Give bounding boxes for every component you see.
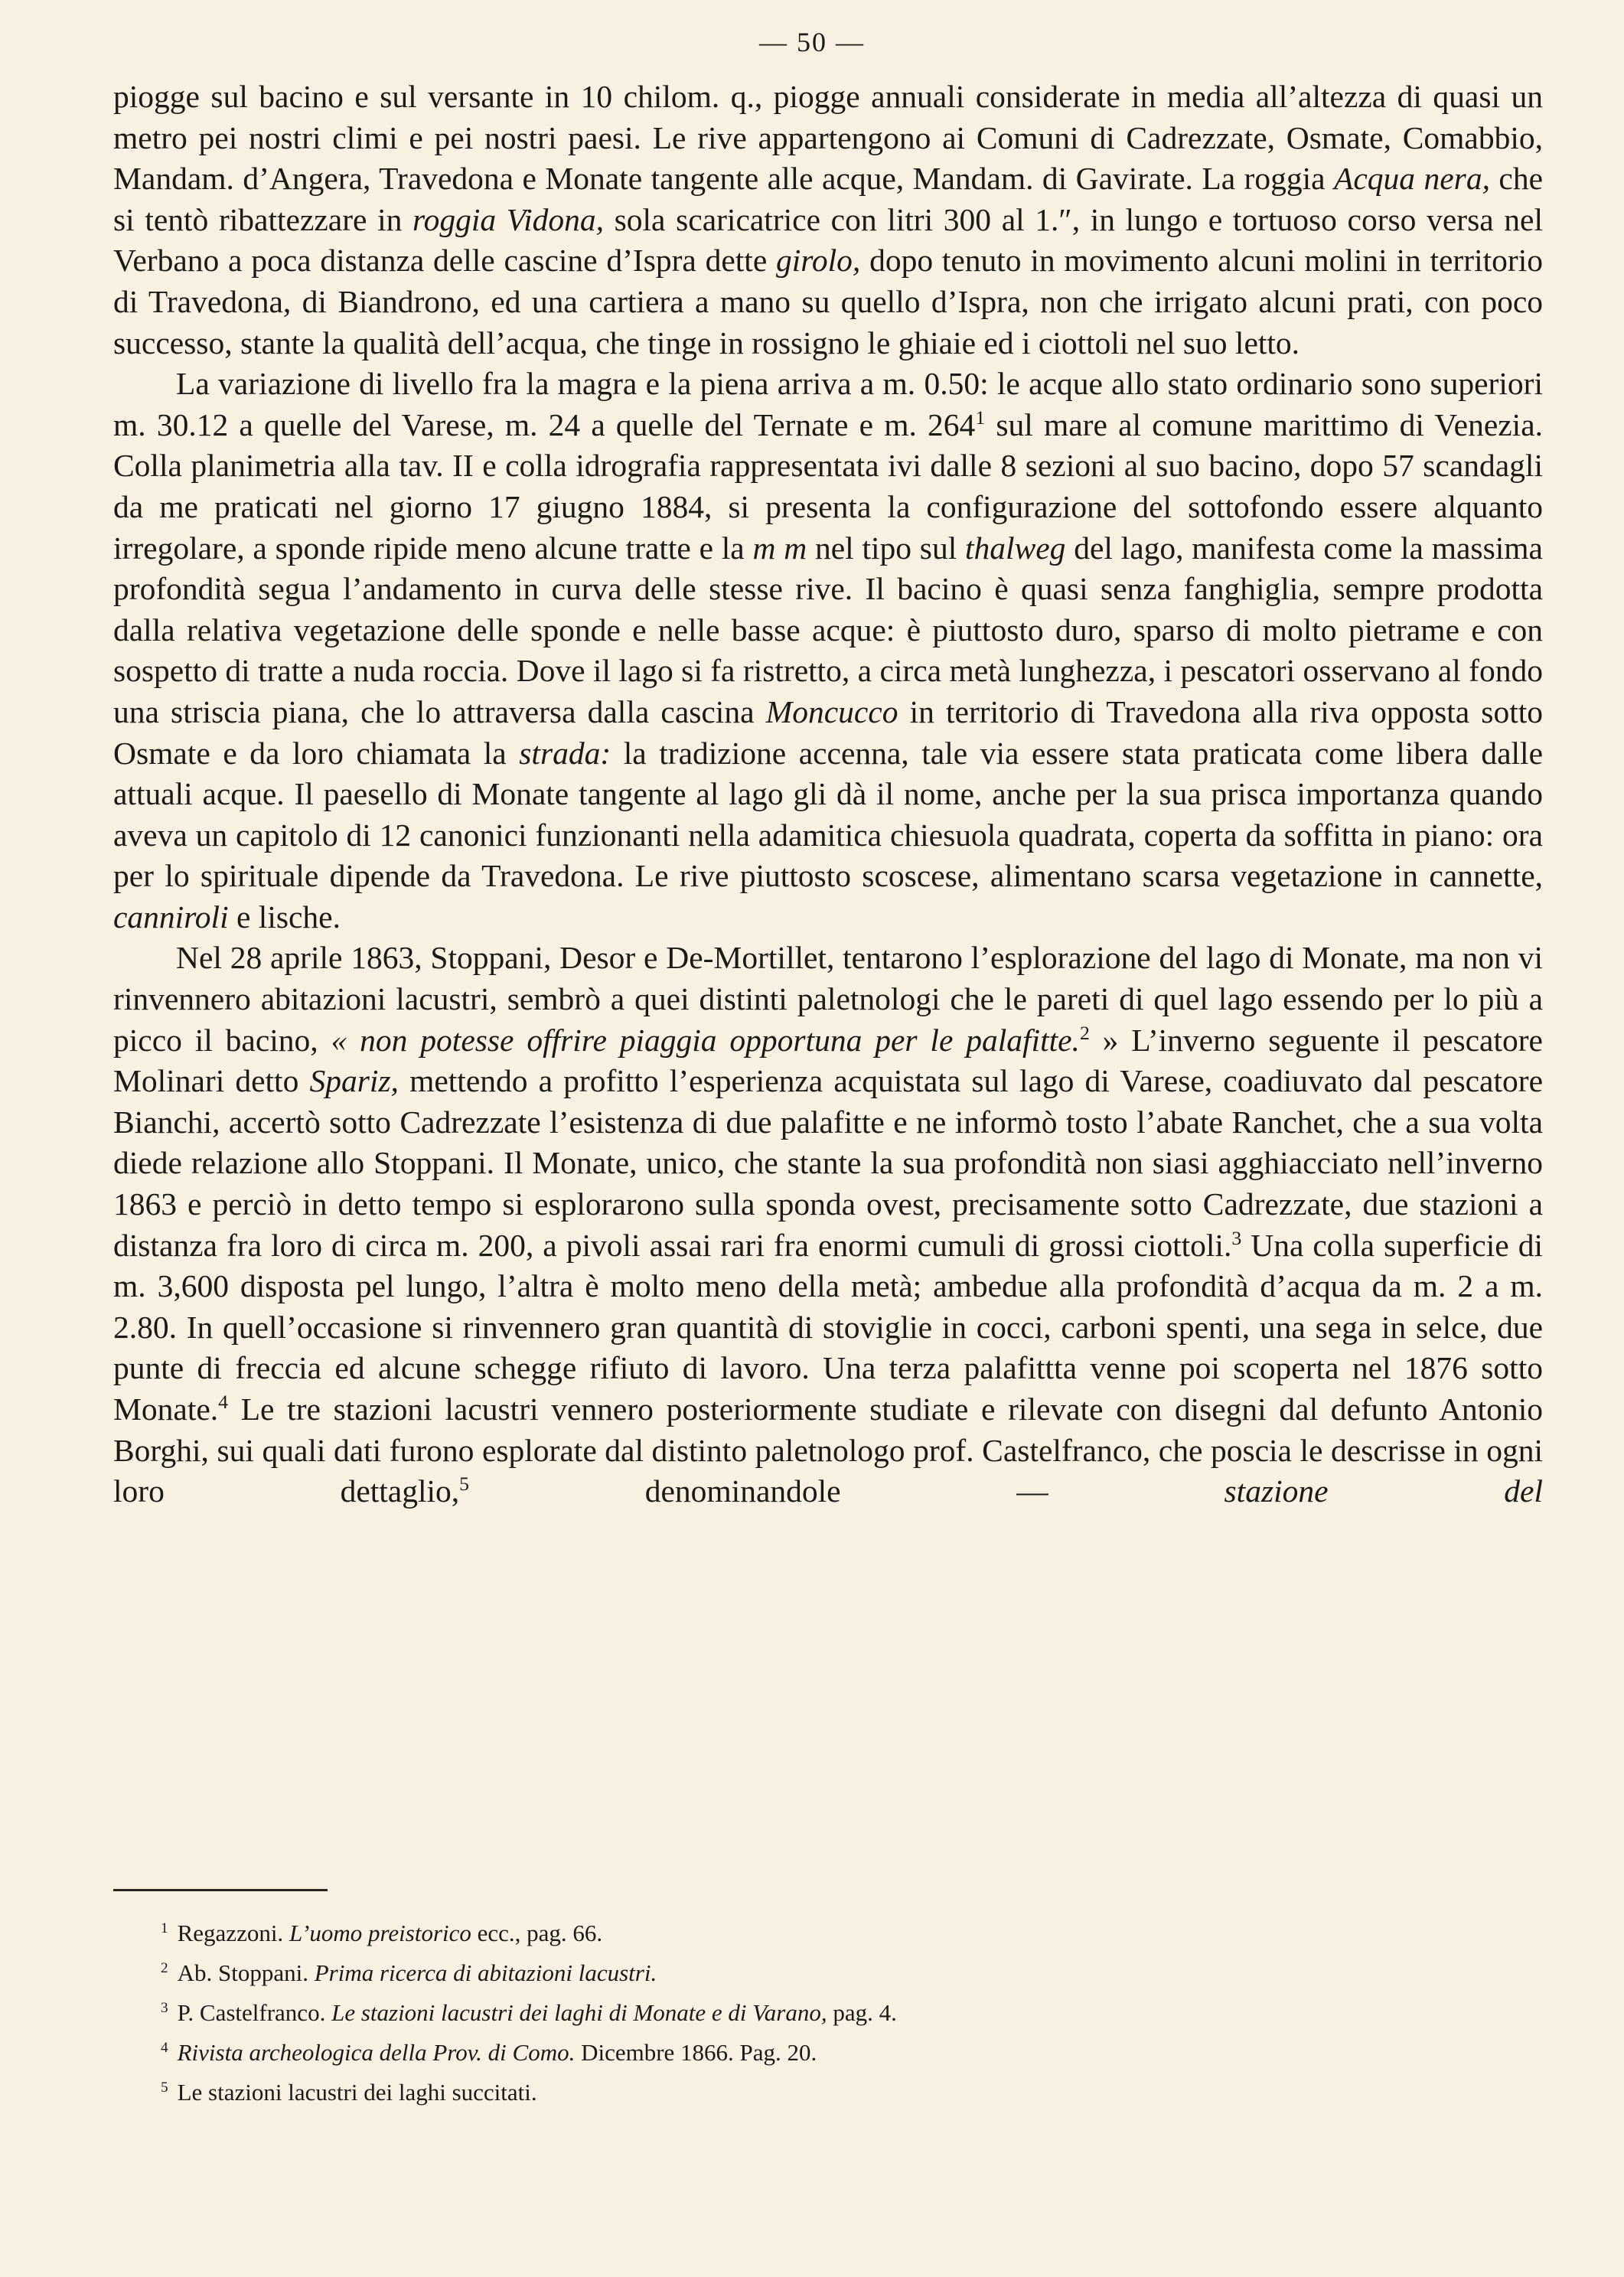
footnote-ref: 3 (1231, 1226, 1242, 1249)
footnote: $^5$ Le stazioni lacustri dei laghi succitati. (161, 2079, 537, 2106)
footnote-ref: 2 (1079, 1021, 1090, 1044)
footnote: $^3$ P. Castelfranco. Le stazioni lacustri dei laghi di Monate e di Varano, pag. 4. (161, 1999, 897, 2026)
footnote: $^2$ Ab. Stoppani. Prima ricerca di abitazioni lacustri. (161, 1959, 657, 1986)
footnote-ref: 5 (459, 1473, 470, 1496)
paragraph-1: piogge sul bacino e sul versante in 10 chilom. q., piogge annuali considerate in media all’altezza di quasi un metro pei nostri climi e pei nostri paesi. Le rive appartengono ai Comuni di Cadrezzate, Osmate, Comabbio, Mandam. d’Angera, Travedona e Monate tangente alle acque, Mandam. di Gavirate. La roggia Acqua nera, che si tentò ribattezzare in roggia Vidona, sola scaricatrice con litri 300 al 1.″, in lungo e tortuoso corso versa nel Verbano a poca distanza delle cascine d’Ispra dette girolo, dopo tenuto in movimento alcuni molini in territorio di Travedona, di Biandrono, ed una cartiera a mano su quello d’Ispra, non che irrigato alcuni prati, con poco successo, stante la qualità dell’acqua, che tinge in rossigno le ghiaie ed i ciottoli nel suo letto. (113, 79, 1543, 360)
paragraph-2: La variazione di livello fra la magra e la piena arriva a m. 0.50: le acque allo stato ordinario sono superiori m. 30.12 a quelle del Varese, m. 24 a quelle del Ternate e m. $264^1$ sul mare al comune marittimo di Venezia. Colla planimetria alla tav. II e colla idrografia rappresentata ivi dalle 8 sezioni al suo bacino, dopo 57 scandagli da me praticati nel giorno 17 giugno 1884, si presenta la configurazione del sottofondo essere alquanto irregolare, a sponde ripide meno alcune tratte e la m m nel tipo sul thalweg del lago, manifesta come la massima profondità segua l’andamento in curva delle stesse rive. Il bacino è quasi senza fanghiglia, sempre prodotta dalla relativa vegetazione delle sponde e nelle basse acque: è piuttosto duro, sparso di molto pietrame e con sospetto di tratte a nuda roccia. Dove il lago si fa ristretto, a circa metà lunghezza, i pescatori osservano al fondo una striscia piana, che lo attraversa dalla cascina Moncucco in territorio di Travedona alla riva opposta sotto Osmate e da loro chiamata la strada: la tradizione accenna, tale via essere stata praticata come libera dalle attuali acque. Il paesello di Monate tangente al lago gli dà il nome, anche per la sua prisca importanza quando aveva un capitolo di 12 canonici funzionanti nella adamitica chiesuola quadrata, coperta da soffitta in piano: ora per lo spirituale dipende da Travedona. Le rive piuttosto scoscese, alimentano scarsa vegetazione in cannette, canniroli e lische. (113, 366, 1544, 935)
page-number: — 50 — (759, 27, 865, 57)
footnotes (161, 1913, 1462, 2112)
paragraph-3: Nel 28 aprile 1863, Stoppani, Desor e De-Mortillet, tentarono l’esplorazione del lago di Monate, ma non vi rinvennero abitazioni lacustri, sembrò a quei distinti paletnologi che le pareti di quel lago essendo per lo più a picco il bacino, « non potesse offrire piaggia opportuna per le palafitte.$^2$ » L’inverno seguente il pescatore Molinari detto Spariz, mettendo a profitto l’esperienza acquistata sul lago di Varese, coadiuvato dal pescatore Bianchi, accertò sotto Cadrezzate l’esistenza di due palafitte e ne informò tosto l’abate Ranchet, che a sua volta diede relazione allo Stoppani. Il Monate, unico, che stante la sua profondità non siasi agghiacciato nell’inverno 1863 e perciò in detto tempo si esplorarono sulla sponda ovest, precisamente sotto Cadrezzate, due stazioni a distanza fra loro di circa m. 200, a pivoli assai rari fra enormi cumuli di grossi ciottoli.$^3$ Una colla superficie di m. 3,600 disposta pel lungo, l’altra è molto meno della metà; ambedue alla profondità d’acqua da m. 2 a m. 2.80. In quell’occasione si rinvennero gran quantità di stoviglie in cocci, carboni spenti, una sega in selce, due punte di freccia ed alcune schegge rifiuto di lavoro. Una terza palafittta venne poi scoperta nel 1876 sotto Monate.$^4$ Le tre stazioni lacustri vennero posteriormente studiate e rilevate con disegni dal defunto Antonio Borghi, sui quali dati furono esplorate dal distinto paletnologo prof. Castelfranco, che poscia le descrisse in ogni loro dettaglio,$^5$ denominandole — stazione del (113, 940, 1543, 1509)
footnote-ref: 4 (218, 1391, 229, 1414)
footnote: $^4$ Rivista archeologica della Prov. di Como. Dicembre 1866. Pag. 20. (161, 2039, 817, 2066)
footnote: $^1$ Regazzoni. L’uomo preistorico ecc., pag. 66. (161, 1920, 603, 1946)
body-text (113, 77, 1543, 1512)
footnote-divider (113, 1889, 328, 1891)
footnote-ref: 1 (975, 406, 986, 429)
